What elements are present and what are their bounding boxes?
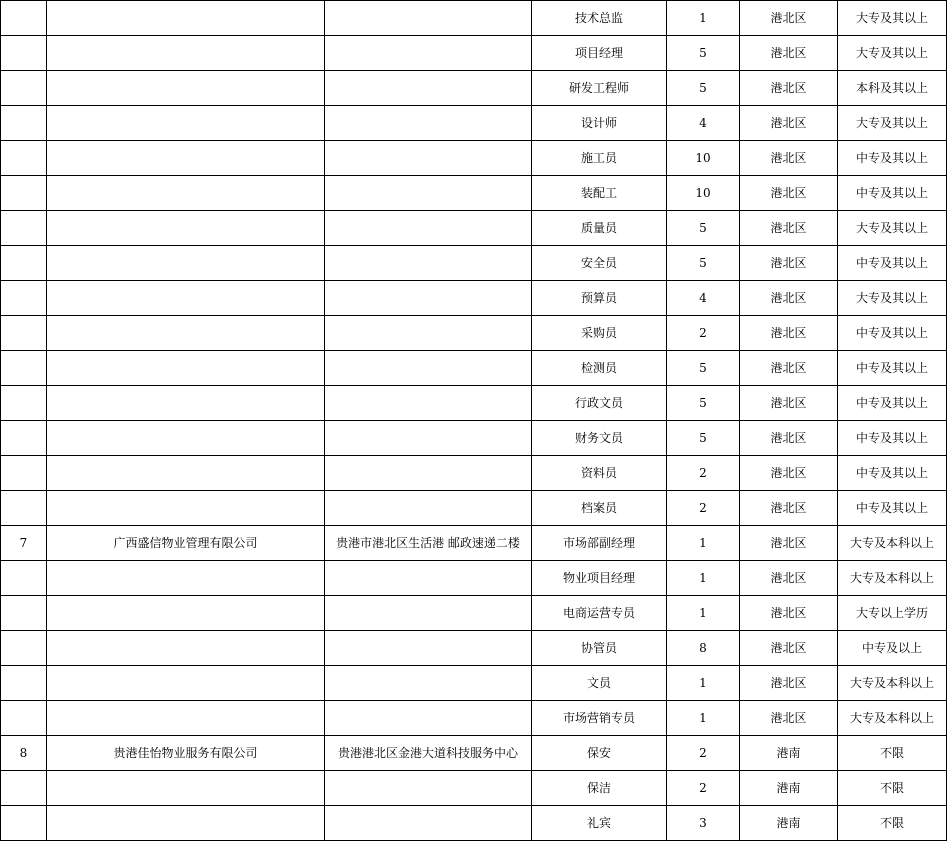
cell-district: 港北区 — [740, 701, 838, 736]
cell-work-address — [325, 351, 532, 386]
cell-headcount: 8 — [667, 631, 740, 666]
cell-education: 中专及以上 — [838, 631, 947, 666]
cell-headcount: 1 — [667, 701, 740, 736]
cell-district: 港南 — [740, 806, 838, 841]
cell-work-address — [325, 701, 532, 736]
table-row — [1, 246, 947, 281]
table-row — [1, 281, 947, 316]
cell-headcount: 2 — [667, 316, 740, 351]
table-row — [1, 71, 947, 106]
cell-serial-number — [1, 176, 47, 211]
cell-education: 大专及其以上 — [838, 211, 947, 246]
cell-company-name: 广西盛信物业管理有限公司 — [47, 526, 325, 561]
cell-work-address — [325, 386, 532, 421]
cell-position: 财务文员 — [532, 421, 667, 456]
cell-headcount: 1 — [667, 596, 740, 631]
cell-headcount: 3 — [667, 806, 740, 841]
table-row — [1, 736, 947, 771]
cell-headcount: 1 — [667, 666, 740, 701]
cell-district: 港北区 — [740, 71, 838, 106]
cell-work-address — [325, 666, 532, 701]
cell-district: 港北区 — [740, 386, 838, 421]
cell-headcount: 2 — [667, 456, 740, 491]
table-body — [1, 1, 947, 841]
cell-company-name — [47, 491, 325, 526]
cell-headcount: 2 — [667, 736, 740, 771]
table-row — [1, 771, 947, 806]
cell-work-address — [325, 631, 532, 666]
cell-education: 大专及本科以上 — [838, 701, 947, 736]
cell-position: 检测员 — [532, 351, 667, 386]
cell-serial-number — [1, 211, 47, 246]
cell-education: 本科及其以上 — [838, 71, 947, 106]
cell-work-address — [325, 806, 532, 841]
cell-headcount: 5 — [667, 71, 740, 106]
cell-position: 行政文员 — [532, 386, 667, 421]
table-row — [1, 596, 947, 631]
cell-education: 大专以上学历 — [838, 596, 947, 631]
cell-education: 大专及其以上 — [838, 36, 947, 71]
cell-work-address — [325, 1, 532, 36]
cell-position: 采购员 — [532, 316, 667, 351]
cell-company-name: 贵港佳怡物业服务有限公司 — [47, 736, 325, 771]
cell-work-address: 贵港市港北区生活港 邮政速递二楼 — [325, 526, 532, 561]
cell-headcount: 4 — [667, 281, 740, 316]
cell-position: 市场部副经理 — [532, 526, 667, 561]
cell-serial-number — [1, 456, 47, 491]
cell-education: 大专及其以上 — [838, 1, 947, 36]
cell-position: 技术总监 — [532, 1, 667, 36]
cell-work-address — [325, 281, 532, 316]
cell-serial-number — [1, 421, 47, 456]
cell-education: 中专及其以上 — [838, 456, 947, 491]
cell-work-address — [325, 491, 532, 526]
cell-education: 中专及其以上 — [838, 316, 947, 351]
cell-work-address — [325, 211, 532, 246]
cell-serial-number — [1, 631, 47, 666]
cell-company-name — [47, 351, 325, 386]
cell-district: 港北区 — [740, 666, 838, 701]
cell-headcount: 1 — [667, 561, 740, 596]
cell-company-name — [47, 211, 325, 246]
cell-serial-number — [1, 246, 47, 281]
cell-position: 装配工 — [532, 176, 667, 211]
cell-company-name — [47, 701, 325, 736]
cell-serial-number — [1, 701, 47, 736]
cell-position: 质量员 — [532, 211, 667, 246]
cell-district: 港北区 — [740, 526, 838, 561]
cell-education: 大专及本科以上 — [838, 666, 947, 701]
table-row — [1, 456, 947, 491]
cell-district: 港北区 — [740, 1, 838, 36]
cell-serial-number: 7 — [1, 526, 47, 561]
cell-position: 保洁 — [532, 771, 667, 806]
cell-education: 不限 — [838, 771, 947, 806]
cell-position: 设计师 — [532, 106, 667, 141]
cell-serial-number — [1, 281, 47, 316]
cell-company-name — [47, 176, 325, 211]
cell-district: 港南 — [740, 771, 838, 806]
cell-district: 港北区 — [740, 176, 838, 211]
cell-work-address — [325, 561, 532, 596]
cell-work-address — [325, 246, 532, 281]
table-row — [1, 386, 947, 421]
cell-serial-number — [1, 351, 47, 386]
cell-district: 港北区 — [740, 211, 838, 246]
cell-company-name — [47, 666, 325, 701]
cell-headcount: 5 — [667, 211, 740, 246]
cell-company-name — [47, 631, 325, 666]
cell-education: 中专及其以上 — [838, 246, 947, 281]
cell-company-name — [47, 1, 325, 36]
cell-serial-number — [1, 71, 47, 106]
cell-serial-number — [1, 666, 47, 701]
cell-headcount: 10 — [667, 176, 740, 211]
cell-district: 港北区 — [740, 36, 838, 71]
cell-company-name — [47, 806, 325, 841]
cell-position: 档案员 — [532, 491, 667, 526]
cell-serial-number — [1, 36, 47, 71]
table-row — [1, 631, 947, 666]
cell-education: 大专及其以上 — [838, 281, 947, 316]
cell-company-name — [47, 141, 325, 176]
table-row — [1, 806, 947, 841]
cell-position: 礼宾 — [532, 806, 667, 841]
cell-position: 研发工程师 — [532, 71, 667, 106]
cell-position: 电商运营专员 — [532, 596, 667, 631]
cell-position: 安全员 — [532, 246, 667, 281]
cell-work-address — [325, 36, 532, 71]
cell-district: 港南 — [740, 736, 838, 771]
cell-district: 港北区 — [740, 456, 838, 491]
cell-education: 大专及本科以上 — [838, 561, 947, 596]
table-row — [1, 701, 947, 736]
cell-education: 中专及其以上 — [838, 421, 947, 456]
table-row — [1, 141, 947, 176]
cell-position: 文员 — [532, 666, 667, 701]
cell-position: 协管员 — [532, 631, 667, 666]
cell-education: 大专及其以上 — [838, 106, 947, 141]
cell-work-address — [325, 141, 532, 176]
cell-serial-number — [1, 106, 47, 141]
cell-headcount: 1 — [667, 526, 740, 561]
cell-education: 中专及其以上 — [838, 141, 947, 176]
cell-company-name — [47, 561, 325, 596]
cell-position: 项目经理 — [532, 36, 667, 71]
table-row — [1, 106, 947, 141]
cell-education: 中专及其以上 — [838, 176, 947, 211]
cell-headcount: 1 — [667, 1, 740, 36]
cell-serial-number — [1, 771, 47, 806]
cell-headcount: 5 — [667, 246, 740, 281]
cell-education: 中专及其以上 — [838, 351, 947, 386]
cell-company-name — [47, 246, 325, 281]
cell-headcount: 5 — [667, 386, 740, 421]
cell-district: 港北区 — [740, 631, 838, 666]
cell-education: 中专及其以上 — [838, 491, 947, 526]
cell-headcount: 2 — [667, 491, 740, 526]
cell-company-name — [47, 36, 325, 71]
cell-district: 港北区 — [740, 246, 838, 281]
cell-company-name — [47, 421, 325, 456]
cell-serial-number: 8 — [1, 736, 47, 771]
cell-position: 保安 — [532, 736, 667, 771]
cell-headcount: 5 — [667, 421, 740, 456]
cell-work-address — [325, 316, 532, 351]
cell-serial-number — [1, 316, 47, 351]
cell-company-name — [47, 596, 325, 631]
cell-district: 港北区 — [740, 561, 838, 596]
cell-position: 预算员 — [532, 281, 667, 316]
cell-company-name — [47, 771, 325, 806]
cell-work-address — [325, 596, 532, 631]
cell-headcount: 5 — [667, 36, 740, 71]
cell-education: 不限 — [838, 736, 947, 771]
cell-headcount: 2 — [667, 771, 740, 806]
cell-serial-number — [1, 561, 47, 596]
cell-company-name — [47, 386, 325, 421]
cell-serial-number — [1, 491, 47, 526]
table-row — [1, 491, 947, 526]
cell-company-name — [47, 106, 325, 141]
cell-serial-number — [1, 1, 47, 36]
cell-work-address — [325, 106, 532, 141]
table-row — [1, 1, 947, 36]
table-row — [1, 316, 947, 351]
cell-district: 港北区 — [740, 421, 838, 456]
cell-headcount: 5 — [667, 351, 740, 386]
cell-headcount: 10 — [667, 141, 740, 176]
cell-headcount: 4 — [667, 106, 740, 141]
cell-position: 施工员 — [532, 141, 667, 176]
cell-district: 港北区 — [740, 491, 838, 526]
cell-work-address — [325, 421, 532, 456]
cell-work-address — [325, 771, 532, 806]
table-row — [1, 421, 947, 456]
cell-serial-number — [1, 596, 47, 631]
cell-work-address — [325, 71, 532, 106]
table-row — [1, 351, 947, 386]
cell-company-name — [47, 281, 325, 316]
table-row — [1, 36, 947, 71]
table-row — [1, 211, 947, 246]
cell-serial-number — [1, 806, 47, 841]
cell-education: 大专及本科以上 — [838, 526, 947, 561]
cell-district: 港北区 — [740, 281, 838, 316]
cell-position: 物业项目经理 — [532, 561, 667, 596]
table-row — [1, 526, 947, 561]
cell-serial-number — [1, 141, 47, 176]
cell-work-address: 贵港港北区金港大道科技服务中心 — [325, 736, 532, 771]
cell-company-name — [47, 456, 325, 491]
cell-position: 市场营销专员 — [532, 701, 667, 736]
table-row — [1, 561, 947, 596]
cell-district: 港北区 — [740, 106, 838, 141]
cell-company-name — [47, 316, 325, 351]
cell-serial-number — [1, 386, 47, 421]
table-row — [1, 176, 947, 211]
cell-district: 港北区 — [740, 596, 838, 631]
cell-district: 港北区 — [740, 316, 838, 351]
table-row — [1, 666, 947, 701]
cell-position: 资料员 — [532, 456, 667, 491]
cell-company-name — [47, 71, 325, 106]
cell-district: 港北区 — [740, 351, 838, 386]
cell-education: 不限 — [838, 806, 947, 841]
cell-education: 中专及其以上 — [838, 386, 947, 421]
cell-work-address — [325, 176, 532, 211]
cell-district: 港北区 — [740, 141, 838, 176]
cell-work-address — [325, 456, 532, 491]
